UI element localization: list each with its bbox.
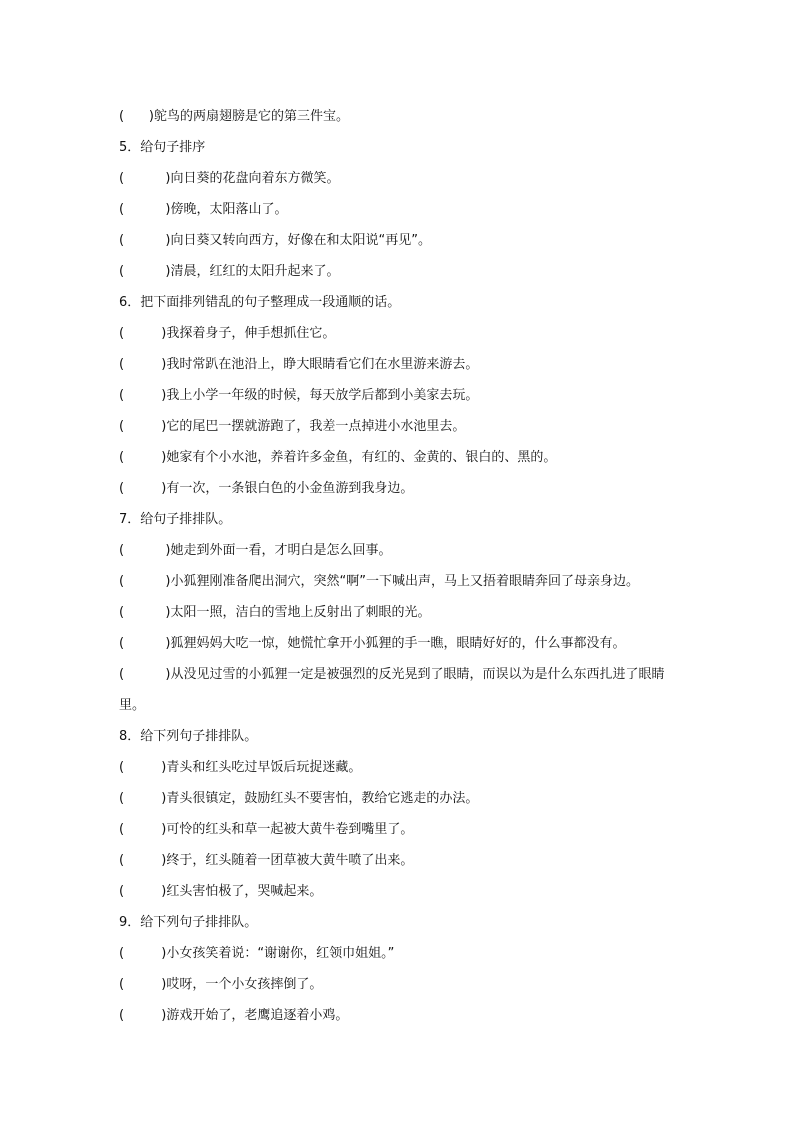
answer-blank[interactable]: ( ) xyxy=(119,481,167,496)
sentence-item xyxy=(119,628,689,659)
sentence-text: 有一次，一条银白色的小金鱼游到我身边。 xyxy=(166,481,414,496)
sentence-text: 我时常趴在池沿上，睁大眼睛看它们在水里游来游去。 xyxy=(166,357,479,372)
sentence-item xyxy=(119,752,689,783)
document-content xyxy=(119,101,689,1031)
sentence-text: 青头很镇定，鼓励红头不要害怕，教给它逃走的办法。 xyxy=(166,791,479,806)
sentence-item xyxy=(119,1000,689,1031)
answer-blank[interactable]: ( ) xyxy=(119,357,167,372)
sentence-item xyxy=(119,814,689,845)
sentence-text: 她走到外面一看，才明白是怎么回事。 xyxy=(170,543,392,558)
sentence-item xyxy=(119,411,689,442)
answer-blank[interactable]: ( ) xyxy=(119,605,171,620)
sentence-text: 向日葵的花盘向着东方微笑。 xyxy=(170,171,340,186)
sentence-text: 游戏开始了，老鹰追逐着小鸡。 xyxy=(166,1008,349,1023)
sentence-text: 哎呀，一个小女孩摔倒了。 xyxy=(166,977,323,992)
answer-blank[interactable]: ( ) xyxy=(119,202,171,217)
sentence-text: 终于，红头随着一团草被大黄牛喷了出来。 xyxy=(166,853,414,868)
sentence-text: 傍晚，太阳落山了。 xyxy=(170,202,288,217)
sentence-item xyxy=(119,845,689,876)
answer-blank[interactable]: ( ) xyxy=(119,822,167,837)
answer-blank[interactable]: ( ) xyxy=(119,791,167,806)
sentence-item xyxy=(119,442,689,473)
sentence-text: 向日葵又转向西方，好像在和太阳说“再见”。 xyxy=(170,233,431,248)
sentence-item xyxy=(119,566,689,597)
sentence-item xyxy=(119,194,689,225)
sentence-item xyxy=(119,256,689,287)
sentence-item xyxy=(119,876,689,907)
answer-blank[interactable]: ( ) xyxy=(119,574,171,589)
sentence-text: 从没见过雪的小狐狸一定是被强烈的反光晃到了眼睛，而误以为是什么东西扎进了眼睛里。 xyxy=(119,667,665,713)
answer-blank[interactable]: ( ) xyxy=(119,109,154,124)
answer-blank[interactable]: ( ) xyxy=(119,326,167,341)
sentence-text: 鸵鸟的两扇翅膀是它的第三件宝。 xyxy=(153,109,349,124)
sentence-item xyxy=(119,380,689,411)
sentence-text: 它的尾巴一摆就游跑了，我差一点掉进小水池里去。 xyxy=(166,419,466,434)
sentence-text: 我探着身子，伸手想抓住它。 xyxy=(166,326,336,341)
answer-blank[interactable]: ( ) xyxy=(119,388,167,403)
sentence-item xyxy=(119,969,689,1000)
answer-blank[interactable]: ( ) xyxy=(119,450,167,465)
sentence-text: 清晨，红红的太阳升起来了。 xyxy=(170,264,340,279)
sentence-text: 小女孩笑着说：“谢谢你，红领巾姐姐。” xyxy=(166,946,395,961)
sentence-item xyxy=(119,473,689,504)
sentence-item xyxy=(119,535,689,566)
section-heading: 6．把下面排列错乱的句子整理成一段通顺的话。 xyxy=(119,295,401,310)
sentence-item xyxy=(119,783,689,814)
sentence-text: 青头和红头吃过早饭后玩捉迷藏。 xyxy=(166,760,362,775)
sentence-item xyxy=(119,163,689,194)
sentence-text: 小狐狸刚准备爬出洞穴，突然“啊”一下喊出声，马上又捂着眼睛奔回了母亲身边。 xyxy=(170,574,639,589)
sentence-text: 我上小学一年级的时候，每天放学后都到小美家去玩。 xyxy=(166,388,479,403)
answer-blank[interactable]: ( ) xyxy=(119,946,167,961)
sentence-item xyxy=(119,938,689,969)
answer-blank[interactable]: ( ) xyxy=(119,760,167,775)
sentence-text: 狐狸妈妈大吃一惊，她慌忙拿开小狐狸的手一瞧，眼睛好好的，什么事都没有。 xyxy=(170,636,626,651)
answer-blank[interactable]: ( ) xyxy=(119,977,167,992)
sentence-item xyxy=(119,225,689,256)
answer-blank[interactable]: ( ) xyxy=(119,884,167,899)
answer-blank[interactable]: ( ) xyxy=(119,233,171,248)
sentence-item xyxy=(119,659,689,721)
answer-blank[interactable]: ( ) xyxy=(119,419,167,434)
sentence-item xyxy=(119,318,689,349)
sentence-text: 可怜的红头和草一起被大黄牛卷到嘴里了。 xyxy=(166,822,414,837)
answer-blank[interactable]: ( ) xyxy=(119,853,167,868)
section-heading: 7．给句子排排队。 xyxy=(119,512,232,527)
sentence-text: 她家有个小水池，养着许多金鱼，有红的、金黄的、银白的、黑的。 xyxy=(166,450,557,465)
answer-blank[interactable]: ( ) xyxy=(119,543,171,558)
sentence-item xyxy=(119,349,689,380)
answer-blank[interactable]: ( ) xyxy=(119,171,171,186)
sentence-item xyxy=(119,597,689,628)
answer-blank[interactable]: ( ) xyxy=(119,667,171,682)
section-heading: 8．给下列句子排排队。 xyxy=(119,729,258,744)
sentence-item xyxy=(119,101,689,132)
answer-blank[interactable]: ( ) xyxy=(119,636,171,651)
sentence-text: 红头害怕极了，哭喊起来。 xyxy=(166,884,323,899)
answer-blank[interactable]: ( ) xyxy=(119,264,171,279)
answer-blank[interactable]: ( ) xyxy=(119,1008,167,1023)
sentence-text: 太阳一照，洁白的雪地上反射出了刺眼的光。 xyxy=(170,605,431,620)
section-heading: 5．给句子排序 xyxy=(119,140,206,155)
section-heading: 9．给下列句子排排队。 xyxy=(119,915,258,930)
